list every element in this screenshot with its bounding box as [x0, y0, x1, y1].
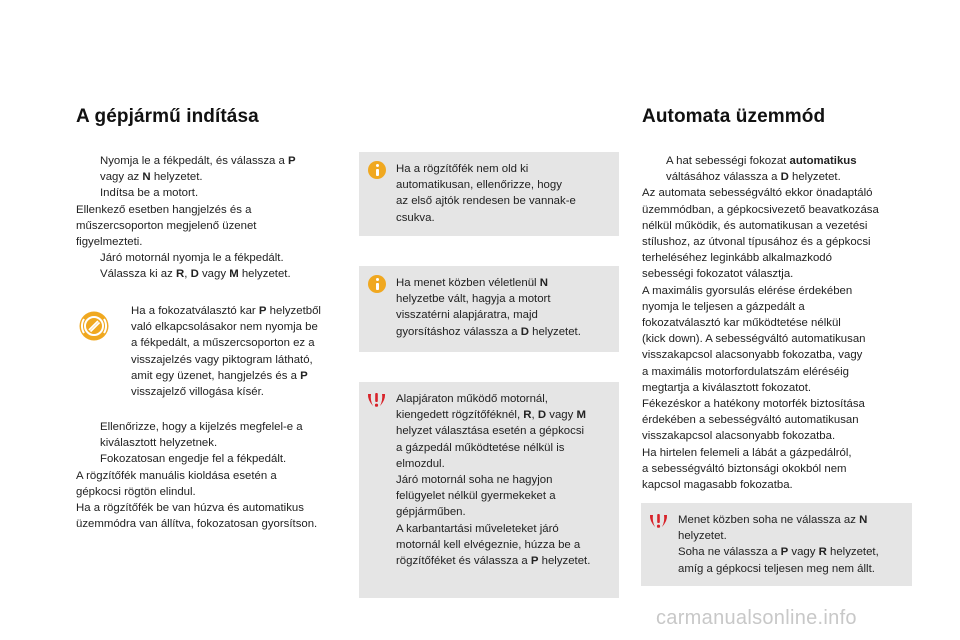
paragraph: Ellenkező esetben hangjelzés és a műszercsoporton megjelenő üzenet figyelmezteti. [76, 203, 257, 249]
warning-box-text: Alapjáraton működő motornál, kiengedett rögzítőféknél, R, D vagy M helyzet választása esetén a gépkocsi a gázpedál működtetése nélkül is elmozdul. Járó motornál soha ne hagyjon felügyelet nélkül gyermekeket a gépjárműben. A karbantartási műveleteket járó motornál kell elvégeznie, húzza be a rögzítőféket és válassza a P helyzetet. [396, 393, 591, 568]
warning-box-text: Menet közben soha ne válassza az N helyzetet. Soha ne válassza a P vagy R helyzetet, amíg a gépkocsi teljesen meg nem állt. [678, 514, 879, 575]
brake-note: Ha a fokozatválasztó kar P helyzetből való elkapcsolásakor nem nyomja be a fékpedált, a műszercsoporton ez a visszajelzés vagy piktogram látható, amit egy üzenet, hangjelzés és a P visszajelző villogása kísér. [131, 305, 321, 399]
bullet-item: Válassza ki az R, D vagy M helyzetet. [100, 268, 291, 281]
info-box-text: Ha a rögzítőfék nem old ki automatikusan, ellenőrizze, hogy az első ajtók rendesen be vannak-e csukva. [396, 163, 576, 224]
left-column [76, 153, 351, 283]
left-column-lower [76, 419, 351, 532]
paragraph: A rögzítőfék manuális kioldása esetén a gépkocsi rögtön elindul. Ha a rögzítőfék be van húzva és automatikus üzemmódra van állítva, fokozatosan gyorsítson. [76, 469, 318, 531]
bullet-item: Nyomja le a fékpedált, és válassza a P vagy az N helyzetet. [100, 155, 296, 184]
info-box-neutral [359, 266, 619, 352]
bullet-item: Járó motornál nyomja le a fékpedált. [100, 252, 284, 265]
paragraph: Az automata sebességváltó ekkor önadaptáló üzemmódban, a gépkocsivezető beavatkozása nélkül működik, és automatikusan a vezetési stílushoz, az útvonal típusához és a gépkocsi terheléséhez leginkább alkalmazkodó sebességi fokozatot választja. A maximális gyorsulás elérése érdekében nyomja le teljesen a gázpedált a fokozatválasztó kar működtetése nélkül (kick down). A sebességváltó automatikusan visszakapcsol alacsonyabb fokozatba, vagy a maximális motorfordulatszám eléréséig megtartja a kiválasztott fokozatot. Fékezéskor a hatékony motorfék biztosítása érdekében a sebességváltó automatikusan visszakapcsol alacsonyabb fokozatba. Ha hirtelen felemeli a lábát a gázpedálról, a sebességváltó biztonsági okokból nem kapcsol magasabb fokozatba. [642, 187, 879, 492]
info-box-text: Ha menet közben véletlenül N helyzetbe vált, hagyja a motort visszatérni alapjáratra, majd gyorsításhoz válassza a D helyzetet. [396, 277, 581, 338]
warning-icon [649, 513, 668, 529]
warning-box-idle [359, 382, 619, 598]
warning-box-neutral [641, 503, 912, 586]
brake-pedal-warning-icon [78, 310, 110, 342]
warning-icon [367, 392, 386, 408]
info-icon [368, 161, 386, 179]
watermark: carmanualsonline.info [656, 607, 857, 629]
right-section-title: Automata üzemmód [642, 106, 826, 127]
bullet-item: Fokozatosan engedje fel a fékpedált. [100, 453, 287, 466]
info-icon [368, 275, 386, 293]
bullet-item: Indítsa be a motort. [100, 187, 199, 200]
right-column [642, 153, 912, 493]
info-box-parking-brake [359, 152, 619, 236]
bullet-item: A hat sebességi fokozat automatikus váltásához válassza a D helyzetet. [666, 155, 857, 184]
left-section-title: A gépjármű indítása [76, 106, 259, 127]
bullet-item: Ellenőrizze, hogy a kijelzés megfelel-e a kiválasztott helyzetnek. [100, 421, 303, 450]
